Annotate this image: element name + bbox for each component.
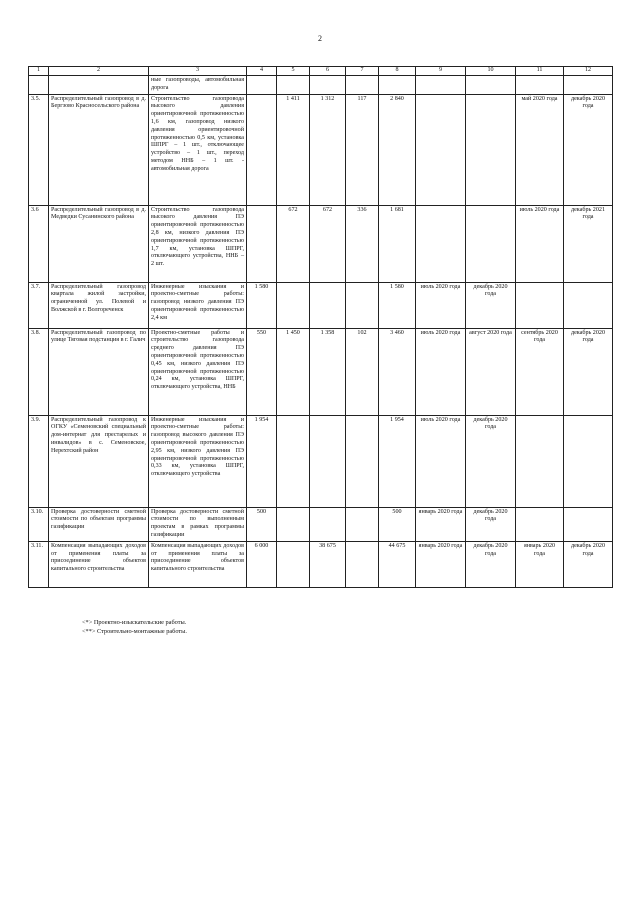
object-name: Распределительный газопровод к ОГКУ «Семеновский специальный дом-интернат для престарелых и инвалидов» в с. Семеновское, Нерехтский район — [49, 415, 149, 507]
pir-end-date: декабрь 2020 года — [466, 415, 516, 507]
column-number: 7 — [346, 67, 379, 76]
smr-end-date: декабрь 2020 года — [564, 541, 613, 587]
pir-end-date: декабрь 2020 года — [466, 507, 516, 541]
cost-total: 1 954 — [379, 415, 416, 507]
cost-total: 2 840 — [379, 94, 416, 205]
work-description: Инженерные изыскания и проектно-сметные работы: газопровод высокого давления ПЭ ориентировочной протяженностью 2,95 км, низкого давления ПЭ ориентировочной протяженностью 0,33 км, установка ШПРГ, отключающего устройства — [149, 415, 247, 507]
cost-total — [379, 76, 416, 95]
work-description: ные газопроводы, автомобильная дорога — [149, 76, 247, 95]
column-number: 1 — [29, 67, 49, 76]
work-description: Проектно-сметные работы и строительство газопровода среднего давления ПЭ ориентировочной протяженностью 0,45 км, низкого давления ПЭ ориентировочной протяженностью 0,24 км, установка ШПРГ, отключающего устройства, ННБ — [149, 328, 247, 415]
column-number: 9 — [416, 67, 466, 76]
cost-smr — [277, 541, 310, 587]
cost-pir: 1 954 — [247, 415, 277, 507]
cost-total: 1 681 — [379, 205, 416, 282]
table-body — [29, 67, 613, 588]
cost-pir: 1 580 — [247, 282, 277, 328]
smr-start-date — [516, 507, 564, 541]
smr-end-date — [564, 507, 613, 541]
object-name: Компенсация выпадающих доходов от применения платы за присоединение объектов капитального строительства — [49, 541, 149, 587]
row-number: 3.9. — [29, 415, 49, 507]
work-description: Строительство газопровода высокого давления ориентировочной протяженностью 1,6 км, газопровод низкого давления ориентировочной протяженностью 0,5 км, установка ШПРГ – 1 шт., отключающее устройство – 1 шт., переход методом ННБ – 1 шт. - автомобильная дорога — [149, 94, 247, 205]
smr-start-date — [516, 76, 564, 95]
cost-col7 — [346, 507, 379, 541]
pir-end-date: декабрь 2020 года — [466, 541, 516, 587]
cost-smr — [277, 415, 310, 507]
table-row — [29, 415, 613, 507]
cost-col7 — [346, 541, 379, 587]
column-number: 8 — [379, 67, 416, 76]
table-row — [29, 205, 613, 282]
cost-col7: 117 — [346, 94, 379, 205]
smr-start-date — [516, 415, 564, 507]
cost-total: 1 580 — [379, 282, 416, 328]
cost-smr: 1 450 — [277, 328, 310, 415]
cost-smr — [277, 507, 310, 541]
table-row — [29, 282, 613, 328]
cost-smr — [277, 76, 310, 95]
cost-col7 — [346, 282, 379, 328]
row-number: 3.7. — [29, 282, 49, 328]
smr-start-date: май 2020 года — [516, 94, 564, 205]
column-number: 2 — [49, 67, 149, 76]
cost-smr: 1 411 — [277, 94, 310, 205]
cost-total: 44 675 — [379, 541, 416, 587]
page-number: 2 — [318, 34, 322, 43]
smr-start-date: январь 2020 года — [516, 541, 564, 587]
pir-start-date — [416, 76, 466, 95]
object-name: Распределительный газопровод квартала жилой застройки, ограниченной ул. Полевой и Волжской в г. Волгореченск — [49, 282, 149, 328]
footnotes — [82, 619, 187, 636]
smr-end-date — [564, 282, 613, 328]
smr-start-date: сентябрь 2020 года — [516, 328, 564, 415]
table-row — [29, 328, 613, 415]
cost-total: 500 — [379, 507, 416, 541]
cost-col6 — [310, 507, 346, 541]
column-number: 12 — [564, 67, 613, 76]
row-number: 3.11. — [29, 541, 49, 587]
cost-col6: 38 675 — [310, 541, 346, 587]
table-row — [29, 541, 613, 587]
column-number: 5 — [277, 67, 310, 76]
object-name — [49, 76, 149, 95]
cost-smr: 672 — [277, 205, 310, 282]
object-name: Распределительный газопровод по улице Тяговая подстанция в г. Галич — [49, 328, 149, 415]
table-row — [29, 507, 613, 541]
column-number: 4 — [247, 67, 277, 76]
row-number: 3.10. — [29, 507, 49, 541]
cost-col6 — [310, 76, 346, 95]
smr-start-date: июль 2020 года — [516, 205, 564, 282]
work-description: Проверка достоверности сметной стоимости по выполненным проектам в рамках программы газификации — [149, 507, 247, 541]
pir-start-date: январь 2020 года — [416, 541, 466, 587]
cost-col7 — [346, 415, 379, 507]
cost-pir — [247, 205, 277, 282]
cost-col6: 1 312 — [310, 94, 346, 205]
smr-end-date — [564, 415, 613, 507]
object-name: Проверка достоверности сметной стоимости по объектам программы газификации — [49, 507, 149, 541]
cost-pir — [247, 76, 277, 95]
cost-col6 — [310, 415, 346, 507]
smr-start-date — [516, 282, 564, 328]
pir-end-date: август 2020 года — [466, 328, 516, 415]
cost-col6 — [310, 282, 346, 328]
smr-end-date — [564, 76, 613, 95]
table-row — [29, 94, 613, 205]
smr-end-date: декабрь 2020 года — [564, 94, 613, 205]
object-name: Распределительный газопровод в д. Бергзово Красносельского района — [49, 94, 149, 205]
row-number: 3.5. — [29, 94, 49, 205]
cost-smr — [277, 282, 310, 328]
work-description: Строительство газопровода высокого давления ПЭ ориентировочной протяженностью 2,8 км, низкого давления ПЭ ориентировочной протяженностью 1,7 км, установка ШПРГ, отключающего устройства, ННБ – 2 шт. — [149, 205, 247, 282]
pir-start-date: январь 2020 года — [416, 507, 466, 541]
work-description: Инженерные изыскания и проектно-сметные работы: газопровод низкого давления ПЭ ориентировочной протяженностью 2,4 км — [149, 282, 247, 328]
cost-col6: 672 — [310, 205, 346, 282]
column-number: 6 — [310, 67, 346, 76]
cost-total: 3 460 — [379, 328, 416, 415]
work-description: Компенсация выпадающих доходов от применения платы за присоединение объектов капитального строительства — [149, 541, 247, 587]
footnote: <**> Строительно-монтажные работы. — [82, 627, 187, 635]
object-name: Распределительный газопровод в д. Медведки Сусанинского района — [49, 205, 149, 282]
smr-end-date: декабрь 2020 года — [564, 328, 613, 415]
cost-pir — [247, 94, 277, 205]
column-number: 10 — [466, 67, 516, 76]
table-row — [29, 76, 613, 95]
header-row — [29, 67, 613, 76]
pir-end-date: декабрь 2020 года — [466, 282, 516, 328]
pir-end-date — [466, 76, 516, 95]
pir-start-date — [416, 94, 466, 205]
pir-end-date — [466, 94, 516, 205]
cost-col6: 1 358 — [310, 328, 346, 415]
cost-pir: 550 — [247, 328, 277, 415]
row-number: 3.6 — [29, 205, 49, 282]
column-number: 3 — [149, 67, 247, 76]
cost-col7 — [346, 76, 379, 95]
smr-end-date: декабрь 2021 года — [564, 205, 613, 282]
cost-col7: 102 — [346, 328, 379, 415]
pir-start-date: июль 2020 года — [416, 328, 466, 415]
cost-pir: 500 — [247, 507, 277, 541]
row-number — [29, 76, 49, 95]
column-number: 11 — [516, 67, 564, 76]
pir-start-date — [416, 205, 466, 282]
pir-start-date: июль 2020 года — [416, 282, 466, 328]
cost-pir: 6 000 — [247, 541, 277, 587]
cost-col7: 336 — [346, 205, 379, 282]
footnote: <*> Проектно-изыскательские работы. — [82, 619, 187, 626]
pir-start-date: июль 2020 года — [416, 415, 466, 507]
program-table — [28, 66, 613, 588]
pir-end-date — [466, 205, 516, 282]
row-number: 3.8. — [29, 328, 49, 415]
